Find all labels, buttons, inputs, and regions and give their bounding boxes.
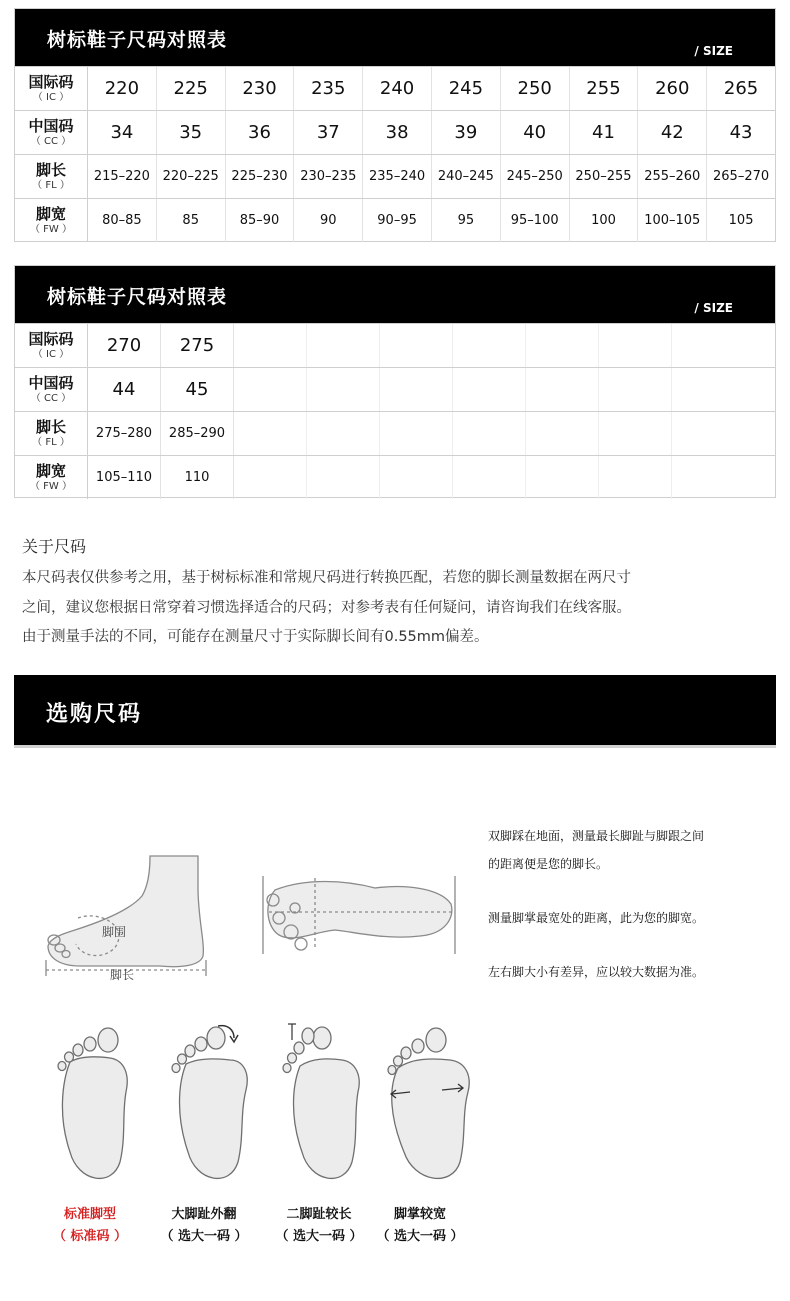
row-label-zh: 中国码 bbox=[28, 116, 74, 135]
table-header bbox=[15, 266, 775, 323]
table-cell: 275–280 bbox=[88, 412, 161, 455]
empty-cell bbox=[453, 368, 526, 411]
empty-cell bbox=[380, 412, 453, 455]
table-cell: 80–85 bbox=[88, 199, 157, 242]
empty-cell bbox=[234, 456, 307, 499]
table-cell: 255–260 bbox=[638, 155, 707, 198]
table-cell: 265–270 bbox=[713, 169, 770, 184]
foot-wide-icon bbox=[378, 1022, 488, 1192]
foot-bunion-icon bbox=[158, 1022, 268, 1192]
foot-type-caption-wide bbox=[360, 1204, 480, 1248]
row-label-en: （ CC ） bbox=[30, 392, 72, 404]
empty-cell bbox=[599, 456, 672, 499]
empty-cell bbox=[307, 324, 380, 367]
table-cell: 215–220 bbox=[88, 155, 157, 198]
size-label: / SIZE bbox=[694, 301, 733, 315]
table-cell: 90 bbox=[294, 199, 363, 242]
table-cell: 230 bbox=[226, 67, 295, 110]
foot-type-caption-bunion bbox=[144, 1204, 264, 1248]
table-title: 树标鞋子尺码对照表 bbox=[47, 29, 228, 51]
empty-cell bbox=[526, 324, 599, 367]
empty-cell bbox=[599, 412, 672, 455]
row-label-en: （ FL ） bbox=[32, 436, 70, 448]
table-cell: 235 bbox=[294, 67, 363, 110]
row-fl bbox=[15, 411, 775, 455]
table-cell: 37 bbox=[294, 111, 363, 154]
empty-cell bbox=[307, 368, 380, 411]
row-label bbox=[15, 155, 88, 198]
note-body bbox=[22, 564, 782, 653]
row-label bbox=[15, 324, 88, 367]
table-cell: 36 bbox=[226, 111, 295, 154]
table-cell: 100–105 bbox=[638, 199, 707, 242]
row-label-en: （ FW ） bbox=[30, 480, 72, 492]
measure-instructions bbox=[488, 822, 788, 986]
table-cell: 270 bbox=[88, 324, 161, 367]
row-cc bbox=[15, 110, 775, 154]
row-label-zh: 中国码 bbox=[28, 373, 74, 392]
table-cell: 40 bbox=[501, 111, 570, 154]
foot-side-icon bbox=[40, 848, 215, 983]
foot-type-name: 大脚趾外翻 bbox=[171, 1207, 237, 1222]
empty-cell bbox=[380, 456, 453, 499]
row-ic bbox=[15, 323, 775, 367]
table-header bbox=[15, 9, 775, 66]
table-cell: 45 bbox=[161, 368, 234, 411]
row-label-en: （ CC ） bbox=[30, 135, 72, 147]
table-cell: 43 bbox=[729, 122, 753, 143]
banner-title: 选购尺码 bbox=[46, 702, 143, 727]
empty-cell bbox=[234, 368, 307, 411]
row-ic bbox=[15, 66, 775, 110]
table-cell: 225 bbox=[157, 67, 226, 110]
empty-cell bbox=[380, 324, 453, 367]
table-cell: 240–245 bbox=[432, 155, 501, 198]
length-label: 脚长 bbox=[110, 968, 135, 982]
empty-cell bbox=[599, 324, 672, 367]
row-label bbox=[15, 67, 88, 110]
empty-cell bbox=[599, 368, 672, 411]
buy-size-banner bbox=[14, 675, 776, 748]
row-label-en: （ IC ） bbox=[32, 91, 70, 103]
table-cell: 245–250 bbox=[501, 155, 570, 198]
empty-cell bbox=[526, 412, 599, 455]
table-cell: 42 bbox=[638, 111, 707, 154]
empty-cell bbox=[453, 324, 526, 367]
row-label-zh: 脚长 bbox=[35, 417, 66, 436]
table-cell: 230–235 bbox=[294, 155, 363, 198]
empty-cell bbox=[380, 368, 453, 411]
foot-sole-icon bbox=[255, 870, 460, 960]
foot-type-name: 标准脚型 bbox=[63, 1207, 116, 1222]
empty-cell bbox=[234, 412, 307, 455]
row-label-en: （ FL ） bbox=[32, 179, 70, 191]
row-fw bbox=[15, 198, 775, 242]
table-cell: 44 bbox=[88, 368, 161, 411]
table-cell: 110 bbox=[161, 456, 234, 499]
row-label-zh: 国际码 bbox=[28, 72, 74, 91]
empty-cell bbox=[307, 412, 380, 455]
row-label bbox=[15, 199, 88, 242]
row-label-zh: 脚宽 bbox=[35, 461, 66, 480]
table-cell: 240 bbox=[363, 67, 432, 110]
empty-cell bbox=[453, 412, 526, 455]
table-title: 树标鞋子尺码对照表 bbox=[47, 286, 228, 308]
table-cell: 95 bbox=[432, 199, 501, 242]
foot-type-name: 二脚趾较长 bbox=[286, 1207, 352, 1222]
row-cc bbox=[15, 367, 775, 411]
row-fw bbox=[15, 455, 775, 499]
note-line: 由于测量手法的不同，可能存在测量尺寸于实际脚长间有0.55mm偏差。 bbox=[22, 629, 489, 645]
table-cell: 85–90 bbox=[226, 199, 295, 242]
table-cell: 95–100 bbox=[501, 199, 570, 242]
table-cell: 39 bbox=[432, 111, 501, 154]
size-chart-table-2 bbox=[14, 265, 776, 498]
foot-type-advice: （ 选大一码 ） bbox=[160, 1229, 248, 1244]
table-cell: 250 bbox=[501, 67, 570, 110]
table-cell: 225–230 bbox=[226, 155, 295, 198]
instruction-line: 的距离便是您的脚长。 bbox=[488, 857, 609, 871]
table-cell: 285–290 bbox=[161, 412, 234, 455]
row-label bbox=[15, 412, 88, 455]
instruction-line: 双脚踩在地面，测量最长脚趾与脚跟之间 bbox=[488, 829, 705, 843]
note-title: 关于尺码 bbox=[22, 537, 87, 556]
girth-label: 脚围 bbox=[102, 925, 127, 939]
row-label-en: （ IC ） bbox=[32, 348, 70, 360]
table-cell: 245 bbox=[432, 67, 501, 110]
table-cell: 85 bbox=[157, 199, 226, 242]
instruction-line: 左右脚大小有差异，应以较大数据为准。 bbox=[488, 965, 705, 979]
table-cell: 105 bbox=[728, 213, 754, 228]
foot-long-second-toe-icon bbox=[272, 1022, 382, 1192]
foot-type-caption-standard bbox=[30, 1204, 150, 1248]
foot-type-advice: （ 选大一码 ） bbox=[275, 1229, 363, 1244]
table-cell: 260 bbox=[638, 67, 707, 110]
table-cell: 34 bbox=[88, 111, 157, 154]
note-line: 之间，建议您根据日常穿着习惯选择适合的尺码；对参考表有任何疑问，请咨询我们在线客服。 bbox=[22, 599, 631, 616]
row-label bbox=[15, 368, 88, 411]
foot-type-name: 脚掌较宽 bbox=[393, 1207, 446, 1222]
empty-cell bbox=[307, 456, 380, 499]
table-cell: 90–95 bbox=[363, 199, 432, 242]
table-cell: 235–240 bbox=[363, 155, 432, 198]
row-label-zh: 脚长 bbox=[35, 160, 66, 179]
row-label-zh: 脚宽 bbox=[35, 204, 66, 223]
row-label bbox=[15, 111, 88, 154]
foot-sole-measure-illustration bbox=[255, 870, 460, 960]
table-cell: 220 bbox=[88, 67, 157, 110]
foot-standard-icon bbox=[40, 1022, 150, 1192]
foot-side-measure-illustration bbox=[40, 848, 215, 983]
row-label-zh: 国际码 bbox=[28, 329, 74, 348]
empty-cell bbox=[526, 456, 599, 499]
row-label bbox=[15, 456, 88, 499]
table-cell: 41 bbox=[570, 111, 639, 154]
table-cell: 105–110 bbox=[88, 456, 161, 499]
table-cell: 35 bbox=[157, 111, 226, 154]
table-cell: 265 bbox=[723, 78, 759, 99]
table-cell: 100 bbox=[570, 199, 639, 242]
table-cell: 220–225 bbox=[157, 155, 226, 198]
size-label: / SIZE bbox=[694, 44, 733, 58]
size-chart-table-1 bbox=[14, 8, 776, 242]
instruction-line: 测量脚掌最宽处的距离，此为您的脚宽。 bbox=[488, 911, 705, 925]
note-line: 本尺码表仅供参考之用，基于树标标准和常规尺码进行转换匹配，若您的脚长测量数据在两尺寸 bbox=[22, 570, 631, 586]
table-cell: 38 bbox=[363, 111, 432, 154]
empty-cell bbox=[526, 368, 599, 411]
empty-cell bbox=[234, 324, 307, 367]
table-cell: 275 bbox=[161, 324, 234, 367]
foot-type-advice: （ 选大一码 ） bbox=[376, 1229, 464, 1244]
row-fl bbox=[15, 154, 775, 198]
table-cell: 255 bbox=[570, 67, 639, 110]
empty-cell bbox=[453, 456, 526, 499]
size-note bbox=[22, 536, 782, 653]
row-label-en: （ FW ） bbox=[30, 223, 72, 235]
foot-type-advice: （ 标准码 ） bbox=[52, 1229, 128, 1244]
table-cell: 250–255 bbox=[570, 155, 639, 198]
